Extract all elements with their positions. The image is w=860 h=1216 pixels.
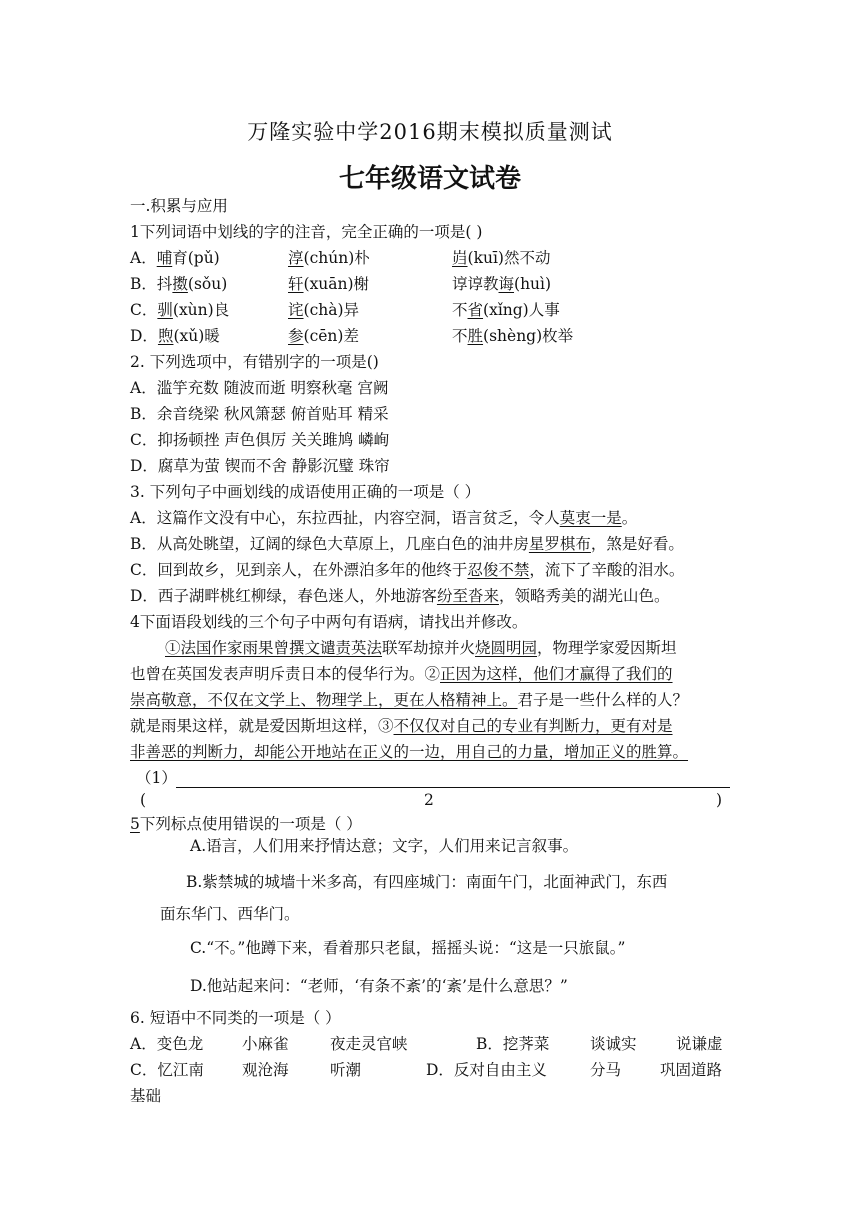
q1-stem: 1下列词语中划线的字的注音，完全正确的一项是( ) bbox=[130, 223, 483, 241]
q6-row-3: 基础 bbox=[130, 1087, 162, 1105]
q6-a-2: 小麻雀 bbox=[242, 1035, 289, 1053]
school-title: 万隆实验中学2016期末模拟质量测试 bbox=[247, 120, 613, 144]
q1-d-underlined-2: 参 bbox=[288, 327, 304, 345]
q3-option-a: A．这篇作文没有中心，东拉西扯，内容空洞，语言贫乏，令人莫衷一是。 bbox=[130, 509, 638, 527]
q4-answer-1-label: （1） bbox=[136, 769, 177, 787]
q4-sentence-3-cont: 非善恶的判断力，却能公开地站在正义的一边，用自己的力量，增加正义的胜算。 bbox=[130, 743, 689, 761]
q1-c-underlined-1: 驯 bbox=[157, 301, 173, 319]
section-heading: 一.积累与应用 bbox=[130, 197, 228, 215]
q5-number: 5 bbox=[130, 815, 140, 833]
q6-b-3: 说谦虚 bbox=[676, 1035, 723, 1053]
q6-a-1: A．变色龙 bbox=[130, 1035, 204, 1053]
q3-d-idiom: 纷至沓来 bbox=[436, 587, 499, 605]
q4-answer-2-number: 2 bbox=[424, 791, 434, 809]
q2-option-d: D．腐草为萤 锲而不舍 静影沉璧 珠帘 bbox=[130, 457, 390, 475]
q4-passage-line-4: 就是雨果这样，就是爱因斯坦这样，③不仅仅对自己的专业有判断力，更有对是 bbox=[130, 717, 673, 735]
q4-answer-1-line[interactable] bbox=[176, 787, 730, 788]
q6-a-3: 夜走灵官峡 bbox=[330, 1035, 408, 1053]
q1-c-underlined-2: 诧 bbox=[288, 301, 304, 319]
q5-option-b: B.紫禁城的城墙十米多高，有四座城门：南面午门，北面神武门，东西 bbox=[186, 873, 668, 891]
q6-stem: 6. 短语中不同类的一项是（ ） bbox=[130, 1009, 341, 1027]
exam-page: 万隆实验中学2016期末模拟质量测试 七年级语文试卷 一.积累与应用 1下列词语中划线的字的注音，完全正确的一项是( ) A．哺育(pǔ) 淳(chún)朴 岿(kuī)然不动 B．抖擞(sǒu) 轩(xuān)榭 谆谆教诲(huì) C．驯(xùn)良 诧(chà)异 不省(xǐng)人事 D．煦(xǔ)暖 参(cēn)差 不胜(shèng)枚举 2. 下列选项中，有错别字的一项是() A．滥竽充数 随波而逝 明察秋毫 宫阙 B．余音绕梁 秋风箫瑟 俯首贴耳 精采 C．抑扬顿挫 声色俱厉 关关雎鸠 嶙峋 D．腐草为萤 锲而不舍 静影沉璧 珠帘 3. 下列句子中画划线的成语使用正确的一项是（ ） A．这篇作文没有中心，东拉西扯，内容空洞，语言贫乏，令人莫衷一是。 B．从高处眺望，辽阔的绿色大草原上，几座白色的油井房星罗棋布，煞是好看。 C．回到故乡，见到亲人，在外漂泊多年的他终于忍俊不禁，流下了辛酸的泪水。 D．西子湖畔桃红柳绿，春色迷人，外地游客纷至沓来，领略秀美的湖光山色。 4下面语段划线的三个句子中两句有语病，请找出并修改。 ①法国作家雨果曾撰文谴责英法联军劫掠并火烧圆明园，物理学家爱因斯坦 也曾在英国发表声明斥责日本的侵华行为。②正因为这样，他们才赢得了我们的 崇高敬意，不仅在文学上、物理学上，更在人格精神上。君子是一些什么样的人？ 就是雨果这样，就是爱因斯坦这样，③不仅仅对自己的专业有判断力，更有对是 非善恶的判断力，却能公开地站在正义的一边，用自己的力量，增加正义的胜算。 （1） ( 2 ) 5下列标点使用错误的一项是（ ） A.语言，人们用来抒情达意；文字，人们用来记言叙事。 B.紫禁城的城墙十米多高，有四座城门：南面午门，北面神武门，东西 面东华门、西华门。 C.“不。”他蹲下来，看着那只老鼠，摇摇头说：“这是一只旅鼠。” D.他站起来问：“老师，‘有条不紊’的‘紊’是什么意思？” 6. 短语中不同类的一项是（ ） A．变色龙 小麻雀 夜走灵官峡 B．挖荠菜 谈诚实 说谦虚 C．忆江南 观沧海 听潮 D．反对自由主义 分马 巩固道路 基础 bbox=[0, 0, 860, 1216]
q1-b-underlined-2: 轩 bbox=[288, 275, 304, 293]
q6-d-2: 分马 bbox=[590, 1061, 622, 1079]
q1-a-underlined-2: 淳 bbox=[288, 249, 304, 267]
q1-a-underlined-3: 岿 bbox=[452, 249, 468, 267]
q1-d-underlined-1: 煦 bbox=[157, 327, 174, 345]
q3-option-c: C．回到故乡，见到亲人，在外漂泊多年的他终于忍俊不禁，流下了辛酸的泪水。 bbox=[130, 561, 685, 579]
q5-option-d: D.他站起来问：“老师，‘有条不紊’的‘紊’是什么意思？” bbox=[190, 977, 568, 995]
q4-passage-line-3: 崇高敬意，不仅在文学上、物理学上，更在人格精神上。君子是一些什么样的人？ bbox=[130, 691, 689, 709]
q4-passage-line-1: ①法国作家雨果曾撰文谴责英法联军劫掠并火烧圆明园，物理学家爱因斯坦 bbox=[165, 639, 677, 657]
q6-c-2: 观沧海 bbox=[242, 1061, 289, 1079]
q1-c-underlined-3: 省 bbox=[467, 301, 484, 319]
q2-option-b: B．余音绕梁 秋风箫瑟 俯首贴耳 精采 bbox=[130, 405, 389, 423]
q6-b-2: 谈诚实 bbox=[590, 1035, 637, 1053]
q6-c-1: C．忆江南 bbox=[130, 1061, 204, 1079]
q4-sentence-3: 不仅仅对自己的专业有判断力，更有对是 bbox=[393, 717, 673, 735]
q3-a-idiom: 莫衷一是 bbox=[559, 509, 622, 527]
q1-d-underlined-3: 胜 bbox=[467, 327, 484, 345]
q3-b-idiom: 星罗棋布 bbox=[528, 535, 591, 553]
q1-a-underlined-1: 哺 bbox=[156, 249, 173, 267]
q4-answer-2-close: ) bbox=[716, 791, 723, 809]
q3-stem: 3. 下列句子中画划线的成语使用正确的一项是（ ） bbox=[130, 483, 481, 501]
q3-option-d: D．西子湖畔桃红柳绿，春色迷人，外地游客纷至沓来，领略秀美的湖光山色。 bbox=[130, 587, 670, 605]
q5-stem: 5下列标点使用错误的一项是（ ） bbox=[130, 815, 362, 833]
q5-option-b-cont: 面东华门、西华门。 bbox=[160, 905, 300, 923]
q5-option-c: C.“不。”他蹲下来，看着那只老鼠，摇摇头说：“这是一只旅鼠。” bbox=[190, 939, 626, 957]
q1-b-underlined-3: 诲 bbox=[498, 275, 515, 293]
q4-passage-line-2: 也曾在英国发表声明斥责日本的侵华行为。②正因为这样，他们才赢得了我们的 bbox=[130, 665, 673, 683]
q4-sentence-2-cont: 崇高敬意，不仅在文学上、物理学上，更在人格精神上。 bbox=[130, 691, 518, 709]
q6-c-3: 听潮 bbox=[330, 1061, 362, 1079]
q6-b-1: B．挖荠菜 bbox=[476, 1035, 550, 1053]
q4-sentence-2: 正因为这样，他们才赢得了我们的 bbox=[440, 665, 673, 683]
q3-option-b: B．从高处眺望，辽阔的绿色大草原上，几座白色的油井房星罗棋布，煞是好看。 bbox=[130, 535, 684, 553]
q2-stem: 2. 下列选项中，有错别字的一项是() bbox=[130, 353, 379, 371]
q5-option-a: A.语言，人们用来抒情达意；文字，人们用来记言叙事。 bbox=[190, 837, 579, 855]
q2-option-c: C．抑扬顿挫 声色俱厉 关关雎鸠 嶙峋 bbox=[130, 431, 390, 449]
q6-d-1: D．反对自由主义 bbox=[426, 1061, 547, 1079]
q4-answer-2-open: ( bbox=[140, 791, 147, 809]
q4-passage-line-5 bbox=[130, 742, 688, 762]
q3-c-idiom: 忍俊不禁 bbox=[467, 561, 530, 579]
q6-d-3: 巩固道路 bbox=[660, 1061, 723, 1079]
q1-b-underlined-1: 擞 bbox=[172, 275, 188, 293]
q4-stem: 4下面语段划线的三个句子中两句有语病，请找出并修改。 bbox=[130, 613, 528, 631]
q2-option-a: A．滥竽充数 随波而逝 明察秋毫 宫阙 bbox=[130, 379, 389, 397]
exam-title: 七年级语文试卷 bbox=[338, 164, 521, 194]
